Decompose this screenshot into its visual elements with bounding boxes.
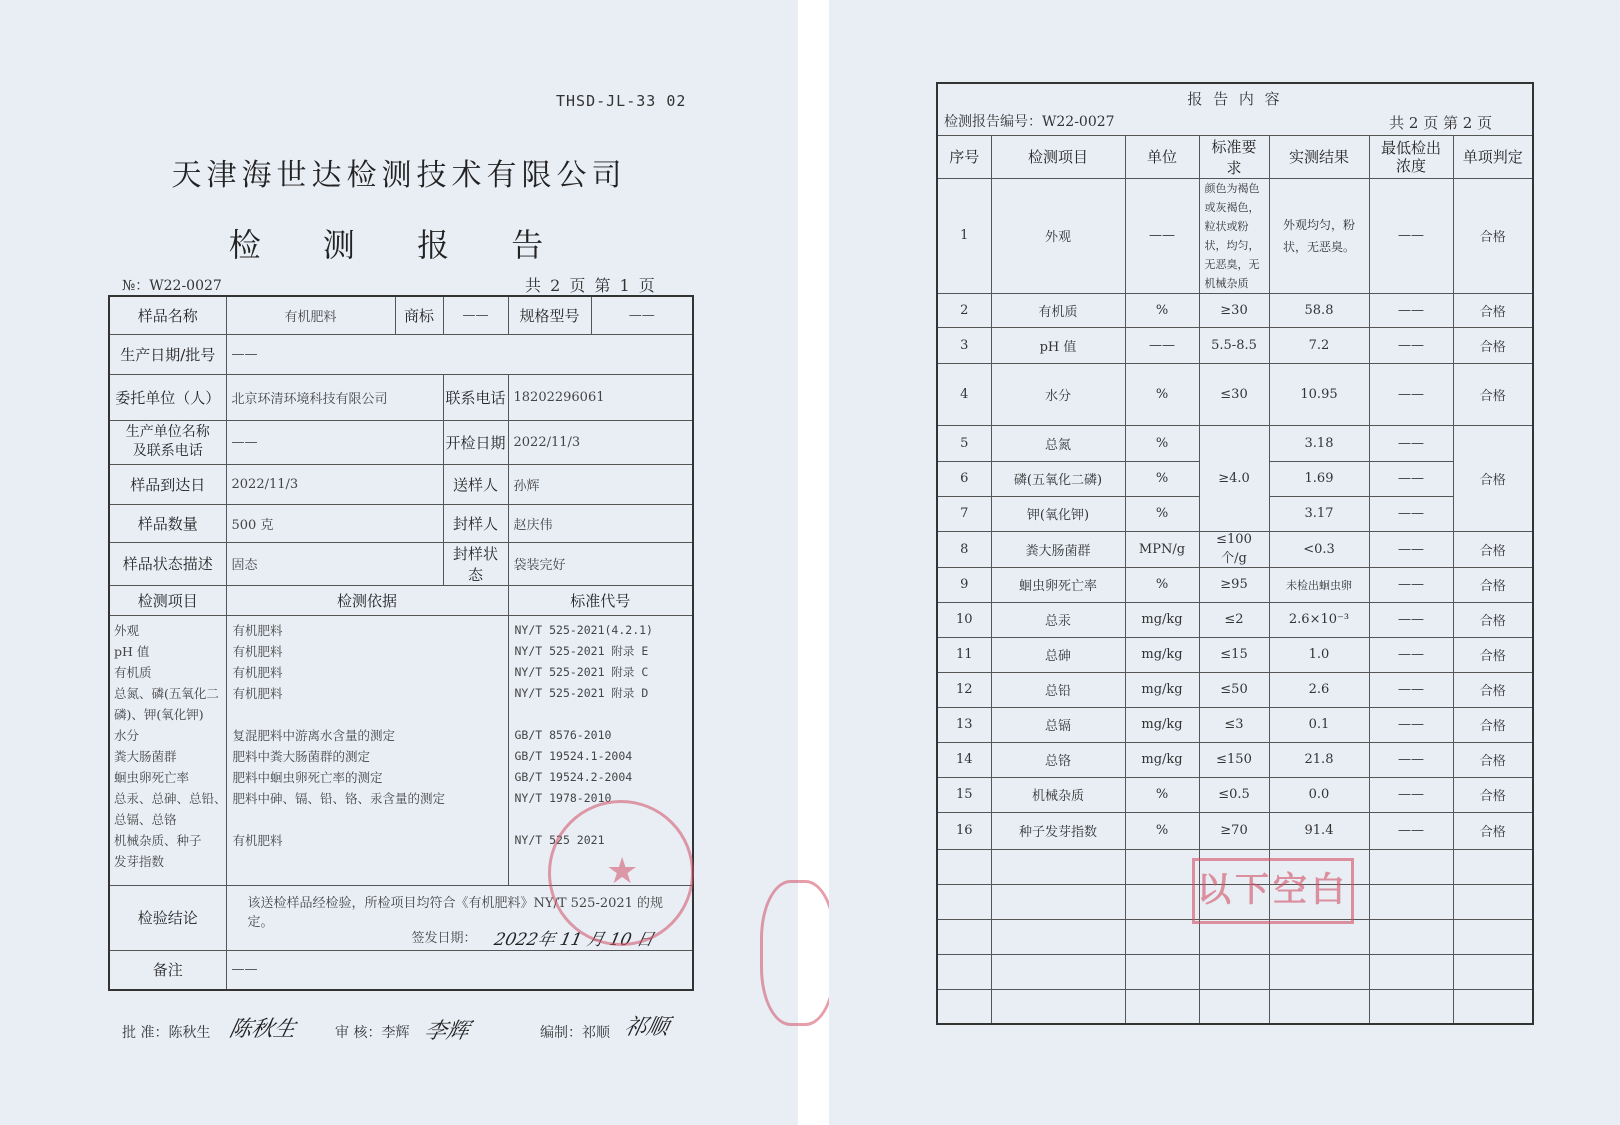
results-page-info: 共 2 页 第 2 页 <box>1389 113 1493 132</box>
test-row-standard: NY/T 525-2021 附录 E <box>514 643 649 658</box>
row-16-mdl: —— <box>1369 812 1453 849</box>
row-2-mdl: —— <box>1369 293 1453 327</box>
results-title: 报 告 内 容 <box>1187 90 1283 108</box>
compile-signature: 祁顺 <box>621 1015 672 1040</box>
row-11-no: 11 <box>937 637 991 672</box>
row-8-result: <0.3 <box>1269 531 1369 567</box>
row-2-item: 有机质 <box>991 293 1125 327</box>
row-10-unit: mg/kg <box>1125 602 1199 637</box>
row-7-item: 钾(氧化钾) <box>991 496 1125 531</box>
test-row-item: 总镉、总铬 <box>114 811 177 827</box>
row-5-result: 3.18 <box>1269 425 1369 461</box>
row-12-result: 2.6 <box>1269 672 1369 707</box>
client-label: 委托单位（人） <box>109 374 226 420</box>
row-12-mdl: —— <box>1369 672 1453 707</box>
row-9-requirement: ≥95 <box>1199 567 1269 602</box>
row-14-no: 14 <box>937 742 991 777</box>
row-6-item: 磷(五氧化二磷) <box>991 461 1125 496</box>
issue-date-label: 签发日期： <box>411 930 477 946</box>
test-row-item: 蛔虫卵死亡率 <box>114 769 190 785</box>
row-1-requirement: 颜色为褐色或灰褐色，粒状或粉状，均匀，无恶臭，无机械杂质 <box>1199 178 1269 293</box>
test-row-standard: NY/T 525 2021 <box>514 832 605 847</box>
quantity-label: 样品数量 <box>109 504 226 542</box>
sealer-value: 赵庆伟 <box>508 504 693 542</box>
report-number: №：W22-0027 <box>122 278 222 294</box>
test-row-basis: 肥料中粪大肠菌群的测定 <box>232 748 371 764</box>
row-4-no: 4 <box>937 363 991 425</box>
test-row-basis <box>233 851 502 872</box>
results-header-cell <box>937 83 1533 135</box>
row-1-no: 1 <box>937 178 991 293</box>
col-header-requirement: 标准要求 <box>1199 135 1269 178</box>
col-header-no: 序号 <box>937 135 991 178</box>
row-3-mdl: —— <box>1369 327 1453 363</box>
test-row-standard: GB/T 8576-2010 <box>514 727 612 742</box>
row-12-judgement: 合格 <box>1453 672 1533 707</box>
results-report-number: 检测报告编号：W22-0027 <box>944 113 1115 130</box>
row-5-7-judgement: 合格 <box>1453 425 1533 531</box>
row-10-mdl: —— <box>1369 602 1453 637</box>
test-basis-cell <box>226 615 508 885</box>
row-4-result: 10.95 <box>1269 363 1369 425</box>
brand-value: —— <box>443 296 508 334</box>
row-5-mdl: —— <box>1369 425 1453 461</box>
report-title: 检 测 报 告 <box>228 226 570 264</box>
row-13-item: 总镉 <box>991 707 1125 742</box>
row-13-no: 13 <box>937 707 991 742</box>
row-15-no: 15 <box>937 777 991 812</box>
row-10-result: 2.6×10⁻³ <box>1269 602 1369 637</box>
approve-signature: 陈秋生 <box>226 1017 299 1042</box>
test-row-standard: NY/T 525-2021(4.2.1) <box>514 622 653 637</box>
row-9-item: 蛔虫卵死亡率 <box>991 567 1125 602</box>
row-13-result: 0.1 <box>1269 707 1369 742</box>
row-16-result: 91.4 <box>1269 812 1369 849</box>
quantity-value: 500 克 <box>226 504 443 542</box>
row-8-unit: MPN/g <box>1125 531 1199 567</box>
row-9-judgement: 合格 <box>1453 567 1533 602</box>
row-5-7-requirement: ≥4.0 <box>1199 425 1269 531</box>
row-11-requirement: ≤15 <box>1199 637 1269 672</box>
row-8-item: 粪大肠菌群 <box>991 531 1125 567</box>
row-7-result: 3.17 <box>1269 496 1369 531</box>
phone-value: 18202296061 <box>508 374 693 420</box>
row-2-requirement: ≥30 <box>1199 293 1269 327</box>
row-8-no: 8 <box>937 531 991 567</box>
spec-label: 规格型号 <box>508 296 591 334</box>
row-1-judgement: 合格 <box>1453 178 1533 293</box>
col-header-judgement: 单项判定 <box>1453 135 1533 178</box>
row-6-unit: % <box>1125 461 1199 496</box>
col-header-unit: 单位 <box>1125 135 1199 178</box>
conclusion-text: 该送检样品经检验，所检项目均符合《有机肥料》NY/T 525-2021 的规定。 <box>247 895 664 930</box>
col-header-result: 实测结果 <box>1269 135 1369 178</box>
prod-date-value: —— <box>226 334 693 374</box>
test-row-standard: NY/T 1978-2010 <box>514 790 612 805</box>
row-3-result: 7.2 <box>1269 327 1369 363</box>
row-16-requirement: ≥70 <box>1199 812 1269 849</box>
row-6-no: 6 <box>937 461 991 496</box>
row-2-unit: % <box>1125 293 1199 327</box>
row-10-no: 10 <box>937 602 991 637</box>
remark-value: —— <box>226 950 693 990</box>
arrival-label: 样品到达日 <box>109 464 226 504</box>
row-3-unit: —— <box>1125 327 1199 363</box>
state-value: 固态 <box>226 542 443 585</box>
test-row-standard: NY/T 525-2021 附录 C <box>514 664 649 679</box>
conclusion-label: 检验结论 <box>109 885 226 950</box>
row-7-unit: % <box>1125 496 1199 531</box>
test-row-item: 机械杂质、种子 <box>114 832 202 848</box>
test-row-standard: GB/T 19524.1-2004 <box>514 748 633 763</box>
issue-date-signature: 2022年 11 月 10 日 <box>491 929 656 950</box>
sample-name-label: 样品名称 <box>109 296 226 334</box>
test-row-item: 发芽指数 <box>114 853 165 869</box>
row-15-requirement: ≤0.5 <box>1199 777 1269 812</box>
test-row-basis <box>233 704 502 725</box>
row-2-result: 58.8 <box>1269 293 1369 327</box>
test-row-item: 外观 <box>114 622 140 638</box>
row-5-unit: % <box>1125 425 1199 461</box>
page-info: 共 2 页 第 1 页 <box>525 276 657 295</box>
sender-label: 送样人 <box>443 464 508 504</box>
blank-row <box>937 954 1533 989</box>
company-name: 天津海世达检测技术有限公司 <box>171 158 627 193</box>
row-6-result: 1.69 <box>1269 461 1369 496</box>
row-7-no: 7 <box>937 496 991 531</box>
start-date-label: 开检日期 <box>443 420 508 464</box>
row-4-mdl: —— <box>1369 363 1453 425</box>
remark-label: 备注 <box>109 950 226 990</box>
report-page-1 <box>0 0 798 1125</box>
row-14-judgement: 合格 <box>1453 742 1533 777</box>
test-row-basis: 有机肥料 <box>232 664 283 680</box>
row-9-no: 9 <box>937 567 991 602</box>
test-row-basis: 有机肥料 <box>232 685 283 701</box>
row-15-unit: % <box>1125 777 1199 812</box>
row-8-requirement: ≤100 个/g <box>1199 531 1269 567</box>
row-9-unit: % <box>1125 567 1199 602</box>
test-row-item: pH 值 <box>114 643 150 659</box>
row-4-judgement: 合格 <box>1453 363 1533 425</box>
page-seam-seal <box>760 880 836 1026</box>
client-value: 北京环清环境科技有限公司 <box>226 374 443 420</box>
row-8-judgement: 合格 <box>1453 531 1533 567</box>
row-15-item: 机械杂质 <box>991 777 1125 812</box>
test-row-basis: 肥料中蛔虫卵死亡率的测定 <box>232 769 383 785</box>
row-2-no: 2 <box>937 293 991 327</box>
row-10-item: 总汞 <box>991 602 1125 637</box>
test-basis-header: 检测依据 <box>226 585 508 615</box>
row-9-mdl: —— <box>1369 567 1453 602</box>
review-label: 审 核：李辉 <box>335 1025 410 1041</box>
row-1-mdl: —— <box>1369 178 1453 293</box>
row-7-mdl: —— <box>1369 496 1453 531</box>
row-16-unit: % <box>1125 812 1199 849</box>
official-seal <box>548 800 694 946</box>
row-12-no: 12 <box>937 672 991 707</box>
row-13-unit: mg/kg <box>1125 707 1199 742</box>
test-row-basis: 复混肥料中游离水含量的测定 <box>232 727 396 743</box>
row-15-judgement: 合格 <box>1453 777 1533 812</box>
test-row-item: 总汞、总砷、总铅、 <box>114 790 227 806</box>
seal-star-icon: ★ <box>606 851 639 892</box>
col-header-item: 检测项目 <box>991 135 1125 178</box>
row-10-judgement: 合格 <box>1453 602 1533 637</box>
test-row-item: 总氮、磷(五氧化二 <box>114 685 219 701</box>
sender-value: 孙辉 <box>508 464 693 504</box>
row-6-mdl: —— <box>1369 461 1453 496</box>
seal-state-value: 袋装完好 <box>508 542 693 585</box>
sample-name-value: 有机肥料 <box>226 296 395 334</box>
row-13-mdl: —— <box>1369 707 1453 742</box>
row-13-requirement: ≤3 <box>1199 707 1269 742</box>
blank-row <box>937 919 1533 954</box>
compile-label: 编制：祁顺 <box>540 1025 610 1041</box>
row-12-requirement: ≤50 <box>1199 672 1269 707</box>
row-16-no: 16 <box>937 812 991 849</box>
test-standard-header: 标准代号 <box>508 585 693 615</box>
test-row-standard: NY/T 525-2021 附录 D <box>514 685 649 700</box>
test-row-basis: 有机肥料 <box>232 643 283 659</box>
row-16-judgement: 合格 <box>1453 812 1533 849</box>
prod-date-label: 生产日期/批号 <box>109 334 226 374</box>
test-row-basis: 有机肥料 <box>232 832 283 848</box>
row-14-mdl: —— <box>1369 742 1453 777</box>
test-row-standard: GB/T 19524.2-2004 <box>514 769 633 784</box>
row-1-item: 外观 <box>991 178 1125 293</box>
test-items-cell <box>109 615 226 885</box>
row-4-unit: % <box>1125 363 1199 425</box>
row-9-result: 未检出蛔虫卵 <box>1269 567 1369 602</box>
row-5-no: 5 <box>937 425 991 461</box>
seal-state-label: 封样状态 <box>443 542 508 585</box>
row-2-judgement: 合格 <box>1453 293 1533 327</box>
test-row-item: 磷)、钾(氧化钾) <box>114 706 204 722</box>
row-16-item: 种子发芽指数 <box>991 812 1125 849</box>
test-row-basis <box>233 809 502 830</box>
row-5-item: 总氮 <box>991 425 1125 461</box>
row-3-no: 3 <box>937 327 991 363</box>
row-11-mdl: —— <box>1369 637 1453 672</box>
row-14-item: 总铬 <box>991 742 1125 777</box>
test-row-item: 水分 <box>114 727 140 743</box>
test-row-item: 有机质 <box>114 664 152 680</box>
row-11-item: 总砷 <box>991 637 1125 672</box>
row-12-unit: mg/kg <box>1125 672 1199 707</box>
test-row-basis: 有机肥料 <box>232 622 283 638</box>
sealer-label: 封样人 <box>443 504 508 542</box>
form-code: THSD-JL-33 02 <box>556 92 687 110</box>
producer-value: —— <box>226 420 443 464</box>
row-13-judgement: 合格 <box>1453 707 1533 742</box>
row-3-judgement: 合格 <box>1453 327 1533 363</box>
row-15-result: 0.0 <box>1269 777 1369 812</box>
row-8-mdl: —— <box>1369 531 1453 567</box>
row-1-unit: —— <box>1125 178 1199 293</box>
test-item-header: 检测项目 <box>109 585 226 615</box>
row-14-requirement: ≤150 <box>1199 742 1269 777</box>
row-11-judgement: 合格 <box>1453 637 1533 672</box>
state-label: 样品状态描述 <box>109 542 226 585</box>
row-11-result: 1.0 <box>1269 637 1369 672</box>
row-1-result: 外观均匀，粉状，无恶臭。 <box>1269 178 1369 293</box>
blank-row <box>937 989 1533 1024</box>
row-11-unit: mg/kg <box>1125 637 1199 672</box>
row-4-requirement: ≤30 <box>1199 363 1269 425</box>
row-15-mdl: —— <box>1369 777 1453 812</box>
row-10-requirement: ≤2 <box>1199 602 1269 637</box>
approve-label: 批 准：陈秋生 <box>122 1025 211 1041</box>
row-14-result: 21.8 <box>1269 742 1369 777</box>
spec-value: —— <box>591 296 693 334</box>
row-4-item: 水分 <box>991 363 1125 425</box>
start-date-value: 2022/11/3 <box>508 420 693 464</box>
test-row-item: 粪大肠菌群 <box>114 748 177 764</box>
row-3-requirement: 5.5-8.5 <box>1199 327 1269 363</box>
row-14-unit: mg/kg <box>1125 742 1199 777</box>
row-12-item: 总铅 <box>991 672 1125 707</box>
arrival-value: 2022/11/3 <box>226 464 443 504</box>
brand-label: 商标 <box>395 296 443 334</box>
producer-label: 生产单位名称 及联系电话 <box>109 420 226 464</box>
test-row-standard <box>515 704 687 725</box>
blank-below-stamp: 以下空白 <box>1192 858 1354 924</box>
phone-label: 联系电话 <box>443 374 508 420</box>
test-row-basis: 肥料中砷、镉、铅、铬、汞含量的测定 <box>232 790 446 806</box>
row-3-item: pH 值 <box>991 327 1125 363</box>
review-signature: 李辉 <box>421 1019 472 1044</box>
col-header-mdl: 最低检出 浓度 <box>1369 135 1453 178</box>
